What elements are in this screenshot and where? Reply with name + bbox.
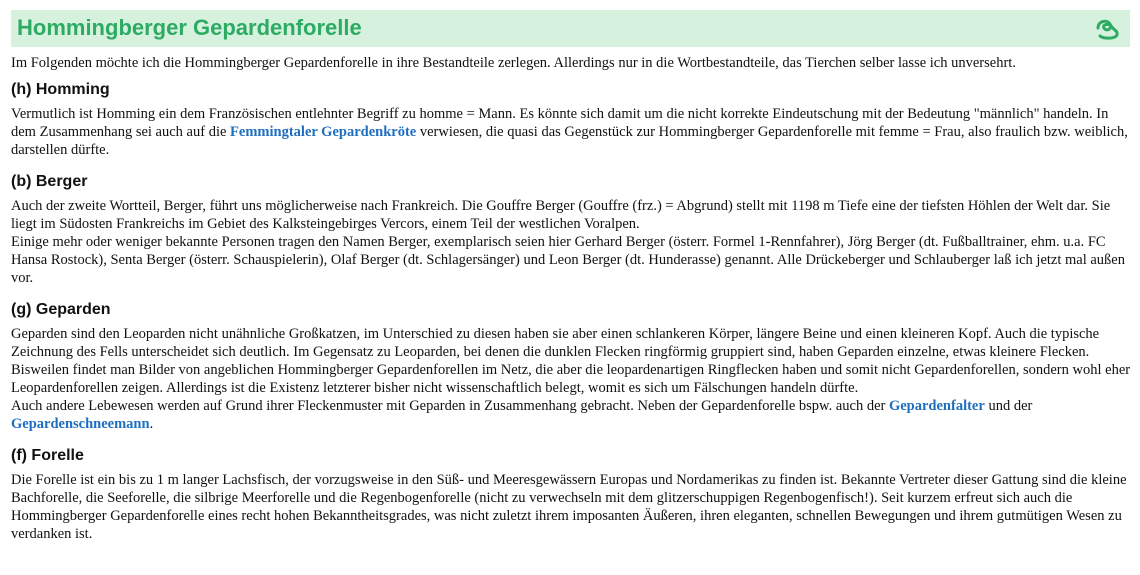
paragraph-geparden-1: Geparden sind den Leoparden nicht unähnliche Großkatzen, im Unterschied zu diesen haben sie aber einen schlankeren Körper, längere Beine und einen kleineren Kopf. Auch die typische Zeichnung des Fells unterscheidet sich deutlich. Im Gegensatz zu Leoparden, bei denen die dunklen Flecken ringförmig gruppiert sind, haben Geparden einzelne, etwas kleinere Flecken. Bisweilen findet man Bilder von angeblichen Hommingberger Gepardenforellen im Netz, die aber die leopardenartigen Ringflecken haben und somit nicht Gepardenforellen, sondern wohl eher Leopardenforellen zeigen. Allerdings ist die Existenz letzterer bisher nicht wissenschaftlich belegt, womit es sich um Fälschungen handeln dürfte. bbox=[11, 326, 1131, 396]
section-heading-homming: (h) Homming bbox=[11, 81, 110, 98]
section-forelle bbox=[11, 446, 1131, 543]
paragraph-berger-1: Auch der zweite Wortteil, Berger, führt uns möglicherweise nach Frankreich. Die Gouffre Berger (Gouffre (frz.) = Abgrund) stellt mit 1198 m Tiefe eine der tiefsten Höhlen der Welt dar. Sie liegt im Südosten Frankreichs im Gebiet des Kalksteingebirges Vercors, einem Teil der westlichen Voralpen. bbox=[11, 198, 1111, 232]
text-span: Vermutlich ist Homming ein dem Französischen entlehnter Begriff zu homme = Mann. Es könnte sich damit um die nicht korrekte Eindeutschung mit der Bedeutung "männlich" handeln. In dem Zusammenhang sei auch auf die bbox=[11, 106, 1109, 140]
paragraph-berger-2: Einige mehr oder weniger bekannte Personen tragen den Namen Berger, exemplarisch seien hier Gerhard Berger (österr. Formel 1-Rennfahrer), Jörg Berger (dt. Fußballtrainer, ehm. u.a. FC Hansa Rostock), Senta Berger (österr. Schauspielerin), Olaf Berger (dt. Schlagersänger) und Leon Berger (dt. Hunderasse) genannt. Alle Drückeberger und Schlauberger laß ich jetzt mal außen vor. bbox=[11, 234, 1125, 286]
text-span: . bbox=[149, 416, 154, 432]
link-gepardenschneemann[interactable]: Gepardenschneemann bbox=[11, 416, 150, 432]
page-title: Hommingberger Gepardenforelle bbox=[17, 15, 362, 40]
paragraph-forelle: Die Forelle ist ein bis zu 1 m langer Lachsfisch, der vorzugsweise in den Süß- und Meeresgewässern Europas und Nordamerikas zu finden ist. Bekannte Vertreter dieser Gattung sind die kleine Bachforelle, die Seeforelle, die silbrige Meerforelle und die Regenbogenforelle (nicht zu verwechseln mit dem glitzerschuppigen Regenbogenfisch!). Seit kurzem erfreut sich auch die Hommingberger Gepardenforelle eines recht hohen Bekanntheitsgrades, was nicht zuletzt ihrem imposanten Äußeren, ihren eleganten, schnellen Bewegungen und ihrem gutmütigen Wesen zu verdanken ist. bbox=[11, 472, 1127, 542]
link-gepardenfalter[interactable]: Gepardenfalter bbox=[888, 398, 985, 414]
article-body bbox=[11, 54, 1131, 543]
link-femmingtaler-gepardenkroete[interactable]: Femmingtaler Gepardenkröte bbox=[230, 124, 417, 140]
paragraph-geparden-2 bbox=[11, 397, 1131, 433]
text-span: verwiesen, die quasi das Gegenstück zur Hommingberger Gepardenforelle mit femme = Frau, also fraulich bzw. weiblich, darstellen dürfte. bbox=[11, 124, 1128, 158]
section-homming bbox=[11, 80, 1131, 159]
section-berger bbox=[11, 172, 1131, 287]
section-heading-berger: (b) Berger bbox=[11, 173, 88, 190]
section-heading-geparden: (g) Geparden bbox=[11, 301, 111, 318]
text-span: und der bbox=[984, 398, 1033, 414]
title-bar bbox=[11, 10, 1130, 47]
paragraph-homming bbox=[11, 105, 1131, 159]
section-heading-forelle: (f) Forelle bbox=[11, 447, 84, 464]
intro-paragraph: Im Folgenden möchte ich die Hommingberger Gepardenforelle in ihre Bestandteile zerlegen. Allerdings nur in die Wortbestandteile, das Tierchen selber lasse ich unversehrt. bbox=[11, 55, 1016, 71]
swirl-logo-icon[interactable] bbox=[1094, 16, 1120, 42]
section-geparden bbox=[11, 300, 1131, 433]
text-span: Auch andere Lebewesen werden auf Grund ihrer Fleckenmuster mit Geparden in Zusammenhang gebracht. Neben der Gepardenforelle bspw. auch der bbox=[11, 398, 889, 414]
